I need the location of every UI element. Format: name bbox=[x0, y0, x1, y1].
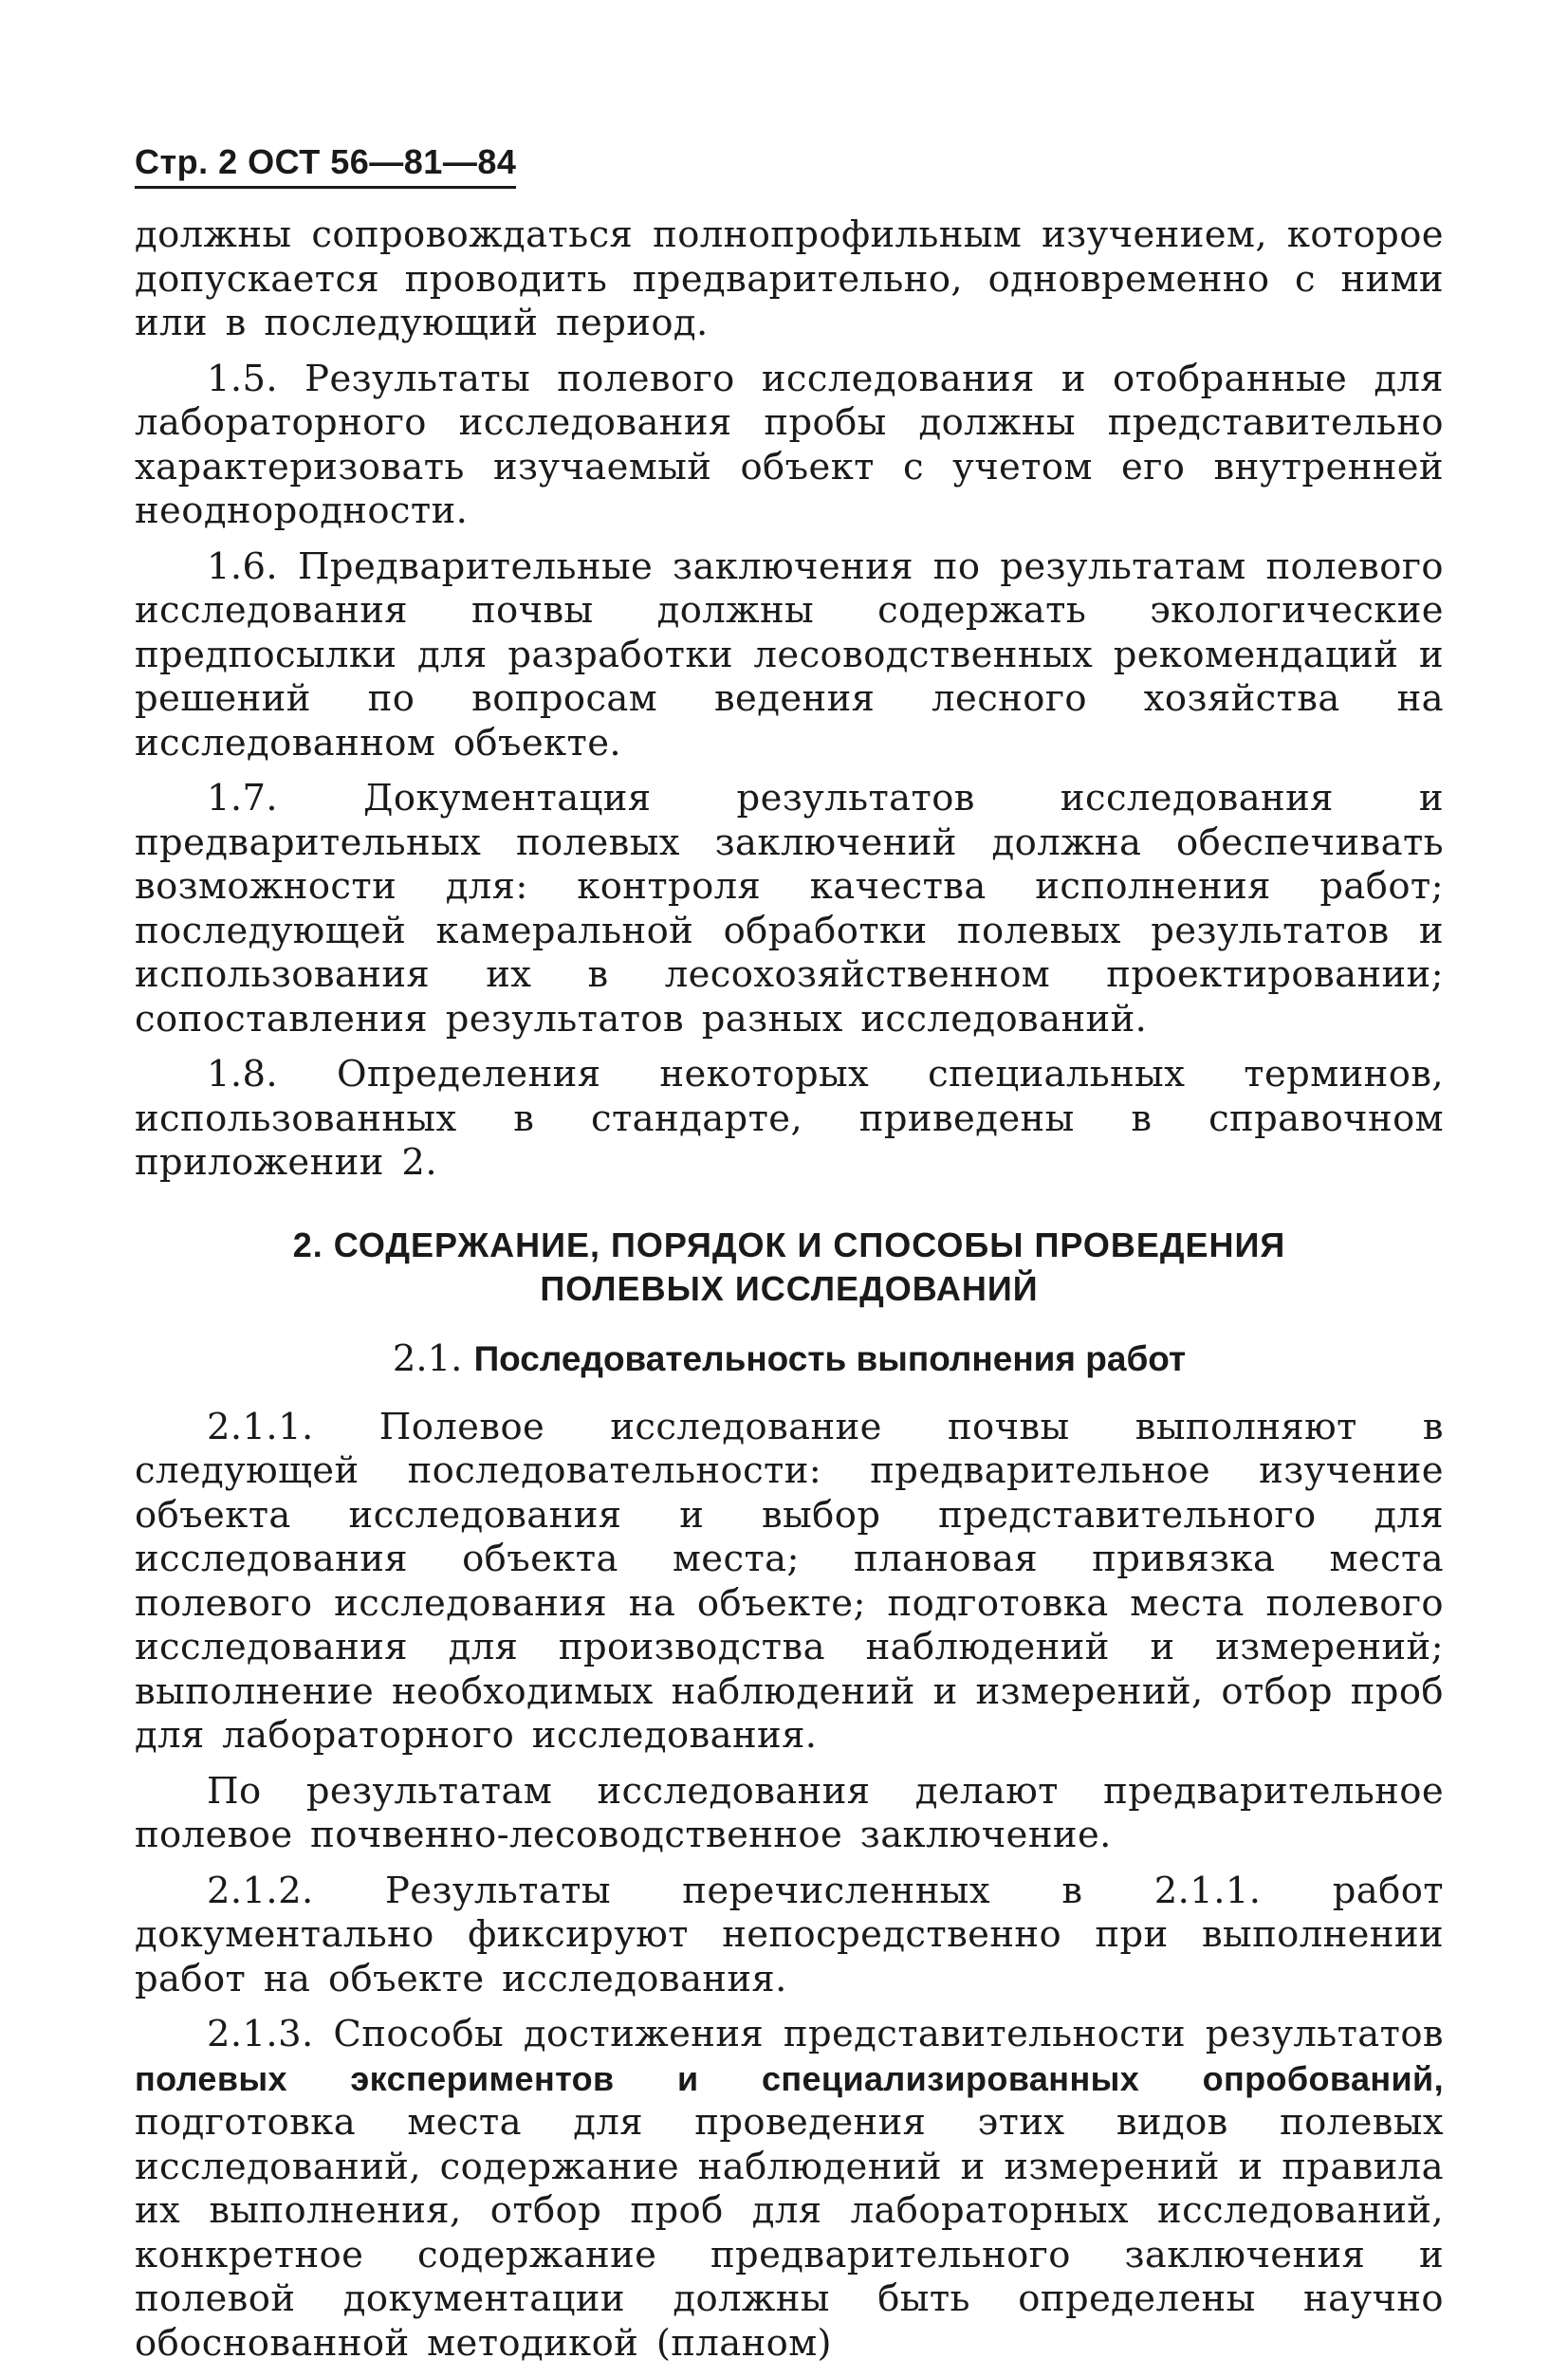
document-page bbox=[135, 142, 1444, 2377]
paragraph-2-1-1: 2.1.1. Полевое исследование почвы выполняют в следующей последовательности: предварительное изучение объекта исследования и выбор представительного для исследования объекта места; плановая привязка места полевого исследования на объекте; подготовка места полевого исследования для производства наблюдений и измерений; выполнение необходимых наблюдений и измерений, отбор проб для лабораторного исследования. bbox=[135, 1405, 1444, 1757]
paragraph-1-8: 1.8. Определения некоторых специальных терминов, использованных в стандарте, приведены в справочном приложении 2. bbox=[135, 1053, 1444, 1184]
section-2-title bbox=[135, 1224, 1444, 1311]
subsection-heading: Последовательность выполнения работ bbox=[473, 1338, 1187, 1378]
paragraph-2-1-3-lead: 2.1.3. Способы достижения представительности результатов bbox=[207, 2013, 1444, 2055]
subsection-number: 2.1. bbox=[392, 1336, 463, 1380]
paragraph-2-1-3-bold: полевых экспериментов и специализированных опробований, bbox=[135, 2058, 1444, 2098]
paragraph-results-conclusion: По результатам исследования делают предварительное полевое почвенно-лесоводственное заключение. bbox=[135, 1769, 1444, 1856]
subsection-2-1-title bbox=[135, 1337, 1444, 1381]
paragraph-2-1-2: 2.1.2. Результаты перечисленных в 2.1.1. работ документально фиксируют непосредственно при выполнении работ на объекте исследования. bbox=[135, 1869, 1444, 2000]
paragraph-continuation: должны сопровождаться полнопрофильным изучением, которое допускается проводить предварительно, одновременно с ними или в последующий период. bbox=[135, 213, 1444, 344]
paragraph-1-6: 1.6. Предварительные заключения по результатам полевого исследования почвы должны содержать экологические предпосылки для разработки лесоводственных рекомендаций и решений по вопросам ведения лесного хозяйства на исследованном объекте. bbox=[135, 544, 1444, 765]
paragraph-2-1-3-tail: подготовка места для проведения этих видов полевых исследований, содержание наблюдений и измерений и правила их выполнения, отбор проб для лабораторных исследований, конкретное содержание предварительного заключения и полевой документации должны быть определены научно обоснованной методикой (планом) bbox=[135, 2101, 1444, 2365]
page-header: Стр. 2 ОСТ 56—81—84 bbox=[135, 142, 516, 189]
section-2-title-line-2: ПОЛЕВЫХ ИССЛЕДОВАНИЙ bbox=[540, 1268, 1039, 1308]
paragraph-2-1-3 bbox=[135, 2013, 1444, 2366]
section-2-title-line-1: 2. СОДЕРЖАНИЕ, ПОРЯДОК И СПОСОБЫ ПРОВЕДЕНИЯ bbox=[292, 1225, 1286, 1264]
paragraph-1-7: 1.7. Документация результатов исследования и предварительных полевых заключений должна обеспечивать возможности для: контроля качества исполнения работ; последующей камеральной обработки полевых результатов и использования их в лесохозяйственном проектировании; сопоставления результатов разных исследований. bbox=[135, 777, 1444, 1041]
paragraph-1-5: 1.5. Результаты полевого исследования и отобранные для лабораторного исследования пробы должны представительно характеризовать изучаемый объект с учетом его внутренней неоднородности. bbox=[135, 357, 1444, 532]
